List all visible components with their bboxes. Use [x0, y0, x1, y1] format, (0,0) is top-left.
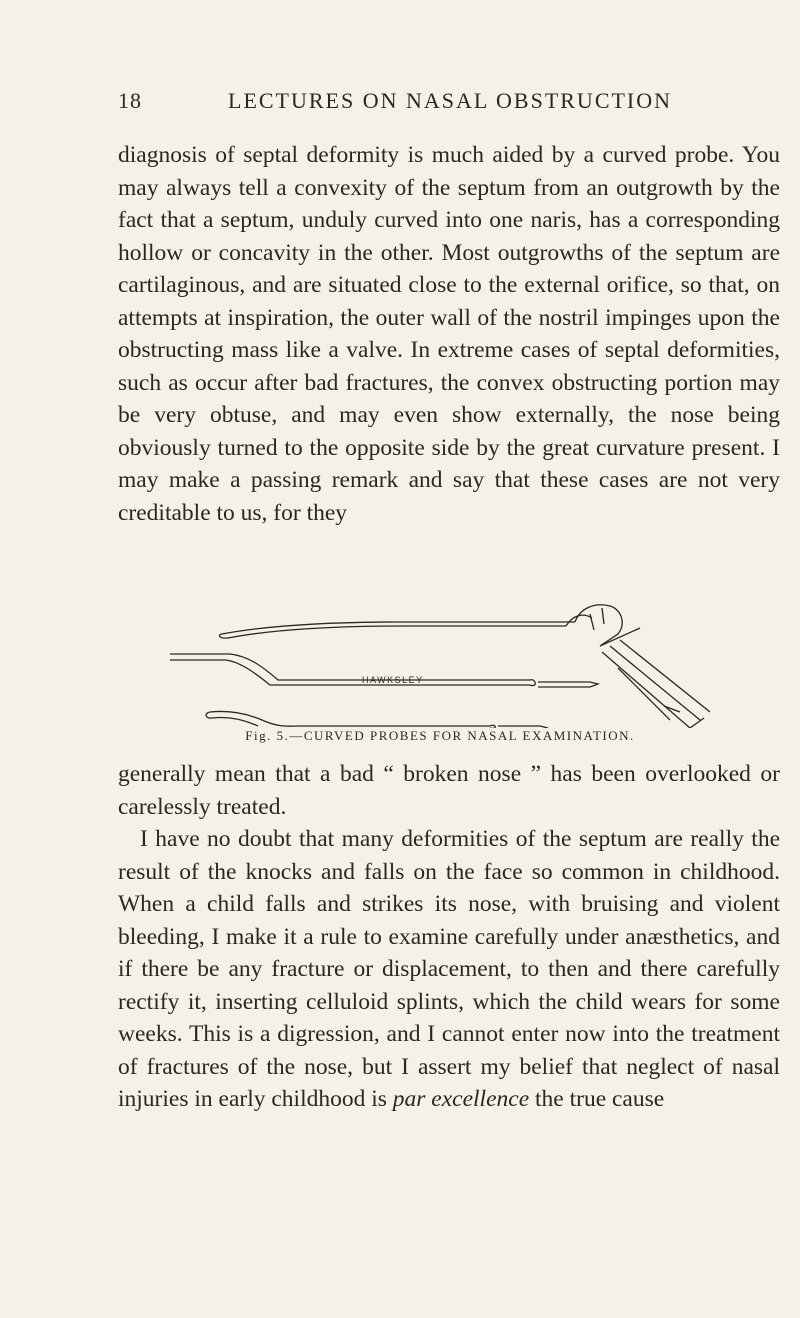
probe-top: [222, 622, 575, 638]
probe-bottom: [210, 711, 490, 726]
figure-caption: Fig. 5.—CURVED PROBES FOR NASAL EXAMINATION.: [245, 728, 635, 743]
italic-phrase: par excellence: [392, 1086, 530, 1112]
paragraph-next-end: the true cause: [529, 1086, 665, 1112]
probes-illustration: [170, 588, 710, 728]
probe-shafts-right: [600, 628, 710, 728]
probe-middle: [170, 654, 530, 685]
page-header: [0, 88, 800, 118]
maker-stamp: HAWKSLEY: [362, 675, 424, 685]
paragraph-continued: generally mean that a bad “ broken nose ” has been overlooked or carelessly treated.: [118, 761, 780, 820]
paragraph-next: [118, 823, 780, 1116]
running-head: LECTURES ON NASAL OBSTRUCTION: [228, 88, 673, 113]
paragraph-top-text: diagnosis of septal deformity is much aided by a curved probe. You may always tell a convexity of the septum from an outgrowth by the fact that a septum, unduly curved into one naris, has a corresponding hollow or concavity in the other. Most outgrowths of the septum are cartilaginous, and are situated close to the external orifice, so that, on attempts at inspiration, the outer wall of the nostril impinges upon the obstructing mass like a valve. In extreme cases of septal deformities, such as occur after bad fractures, the convex obstructing portion may be very obtuse, and may even show externally, the nose being obviously turned to the opposite side by the great curvature present. I may make a passing remark and say that these cases are not very creditable to us, for they: [118, 142, 780, 526]
page-number: 18: [118, 88, 142, 113]
paragraph-bottom: [118, 758, 780, 1116]
paragraph-next-text: I have no doubt that many deformities of the septum are really the result of the knocks and falls on the face so common in childhood. When a child falls and strikes its nose, with bruising and violent bleeding, I make it a rule to examine carefully under anæsthetics, and if there be any fracture or displacement, to then and there carefully rectify it, inserting celluloid splints, which the child wears for some weeks. This is a digression, and I cannot enter now into the treatment of fractures of the nose, but I assert my belief that neglect of nasal injuries in early childhood is: [118, 826, 780, 1112]
figure-curved-probes: [170, 588, 710, 776]
paragraph-top: [118, 139, 780, 529]
